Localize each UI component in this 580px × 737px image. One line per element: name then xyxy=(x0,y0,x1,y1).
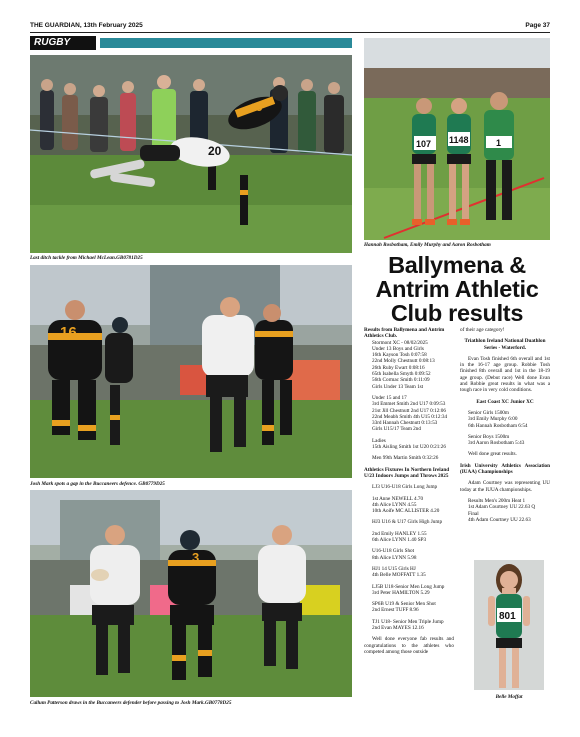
article-line: Men 99th Martin Smith 0:32:26 xyxy=(372,455,439,462)
article-line: 4th Alice LYNN 4.55 xyxy=(372,501,417,508)
masthead-rule xyxy=(30,32,550,33)
article-line: Well done everyone fab results and congratulations to the athletes who competed among those outside xyxy=(364,636,454,655)
jersey-number-20: 20 xyxy=(208,144,222,158)
article-line: Results from Ballymena and Antrim Athletics Club. xyxy=(364,327,445,340)
article-column-1 xyxy=(364,327,454,655)
athletes-caption: Hannah Rosbotham, Emily Murphy and Aaron Rosbotham xyxy=(364,242,491,248)
article-line: LJ3 U16-U18 Girls Long Jump xyxy=(372,484,438,491)
race-bib-2: 1148 xyxy=(449,135,469,145)
page-number: Page 37 xyxy=(525,22,550,29)
article-line: East Coast XC Junior XC xyxy=(476,398,534,405)
rugby-photo-pass xyxy=(30,490,352,697)
race-bib-1: 107 xyxy=(416,139,432,149)
article-line: 4th Belle MOFFATT 1.35 xyxy=(372,572,426,579)
article-line: Under 15 and 17 xyxy=(372,394,407,401)
article-headline: Ballymena & Antrim Athletic Club results xyxy=(375,252,539,326)
article-line: 2nd Evan MAYES 12.16 xyxy=(372,624,424,631)
photo-caption-1: Last ditch tackle from Michael McLean.GB0781D25 xyxy=(30,255,143,261)
article-line: Adam Courtney was representing UU today at the IUUA championships. xyxy=(460,480,550,493)
article-line: 22nd Molly Chestnutt 0:08:13 xyxy=(372,358,435,365)
article-line: HJ1 14 U15 Girls HJ xyxy=(372,565,416,572)
jersey-number-15: 15 xyxy=(250,102,263,114)
section-bar xyxy=(100,38,352,48)
article-line: 56th Cormac Smith 0:11:09 xyxy=(372,377,430,384)
article-line: Girls U15/17 Team 2nd xyxy=(372,426,421,433)
publication-date: THE GUARDIAN, 13th February 2025 xyxy=(30,22,143,29)
article-line: 26th Ruby Ewart 0:08:16 xyxy=(372,364,425,371)
article-line: 65th Isabella Smyth 0:09:52 xyxy=(372,371,431,378)
article-line: TJ1 U18- Senior Men Triple Jump xyxy=(372,618,444,625)
section-tag: RUGBY xyxy=(30,36,96,50)
article-line: Irish University Athletics Association (IUAA) Championships xyxy=(460,462,550,476)
article-line: 8th Alice LYNN 5.98 xyxy=(372,554,417,561)
article-line: 3rd Emmet Smith 2nd U17 0:09:53 xyxy=(372,401,446,408)
article-line: 2nd Emily HANLEY 1.55 xyxy=(372,530,427,537)
article-line: 1st Adam Courtney UU 22.63 Q xyxy=(468,504,536,511)
article-line: LJ5B U18-Senior Men Long Jump xyxy=(372,583,445,590)
article-line: 10th Aoife MC ALLISTER 4.20 xyxy=(372,508,440,515)
article-line: Stormont XC - 08/02/2025 xyxy=(372,339,428,346)
article-line: Well done great results. xyxy=(468,451,517,458)
article-line: Athletics Fixtures In Northern Ireland U/23 Indoors Jumps and Throws 2025 xyxy=(364,466,450,479)
article-line: 15th Aisling Smith 1st U20 0:21:26 xyxy=(372,444,446,451)
article-line: Girls Under 13 Team 1st xyxy=(372,383,424,390)
article-line: Evan Tosh finished 6th overall and 1st in the 16-17 age group. Robbie Tosh finished 8th overall and 1st in the 18-19 age group. (Debut race) Well done Evan and Robbie great results in what was a tough race in very cold conditions. xyxy=(460,355,550,394)
article-column-2 xyxy=(460,327,550,523)
article-line: 16th Kayson Tosh 0:07:58 xyxy=(372,352,427,359)
photo-caption-3: Callum Patterson draws in the Buccaneers defender before passing to Josh Mark.GB0778D25 xyxy=(30,700,232,706)
article-line: 3rd Peter HAMILTON 5.29 xyxy=(372,589,430,596)
athletes-photo xyxy=(364,38,550,240)
belle-moffat-caption: Belle Moffat xyxy=(495,694,523,700)
article-line: 3rd Aaron Rosbotham 5:43 xyxy=(468,440,525,447)
jersey-number-3: 3 xyxy=(192,550,200,565)
belle-moffat-photo xyxy=(474,560,544,690)
article-line: 3rd Emily Murphy 6:00 xyxy=(468,416,518,423)
article-line: 33rd Hannah Chestnutt 0:13:53 xyxy=(372,420,438,427)
article-line: Triathlon Ireland National Duathlon Series - Waterford. xyxy=(464,338,546,351)
article-line: U16-U18 Girls Shot xyxy=(372,548,415,555)
article-line: Results Men's 200m Heat 1 xyxy=(468,497,526,504)
article-line: Ladies xyxy=(372,437,386,444)
article-line: 1st Anne NEWELL 4.70 xyxy=(372,495,424,502)
article-line: 6th Alice LYNN 1.40 SP3 xyxy=(372,537,427,544)
article-line: HJ3 U16 & U17 Girls High Jump xyxy=(372,519,443,526)
article-line: SP6B U19 & Senior Men Shot xyxy=(372,601,436,608)
article-line: 2nd Ernest TUFF 8.96 xyxy=(372,607,419,614)
article-line: 22nd Meabh Smith 4th U15 0:12:34 xyxy=(372,413,448,420)
article-line: 4th Adam Courtney UU 22.63 xyxy=(468,516,531,523)
article-line: Senior Boys 1500m xyxy=(468,433,510,440)
photo-caption-2: Josh Mark spots a gap in the Buccaneers defence. GB0779D25 xyxy=(30,481,165,487)
jersey-number-16: 16 xyxy=(60,324,77,341)
race-bib-3: 1 xyxy=(496,138,502,148)
article-line: Senior Girls 1500m xyxy=(468,409,509,416)
article-line: Under 13 Boys and Girls xyxy=(372,345,424,352)
article-line: 6th Hannah Rosbotham 6:54 xyxy=(468,422,528,429)
article-line: of their age category! xyxy=(460,327,505,333)
masthead xyxy=(30,19,550,33)
rugby-photo-tackle xyxy=(30,55,352,253)
article-line: Final xyxy=(468,510,479,517)
article-line: 21st Jill Chestnutt 2nd U17 0:12:06 xyxy=(372,407,446,414)
race-bib-girl: 801 xyxy=(499,611,516,622)
rugby-photo-gap xyxy=(30,265,352,478)
